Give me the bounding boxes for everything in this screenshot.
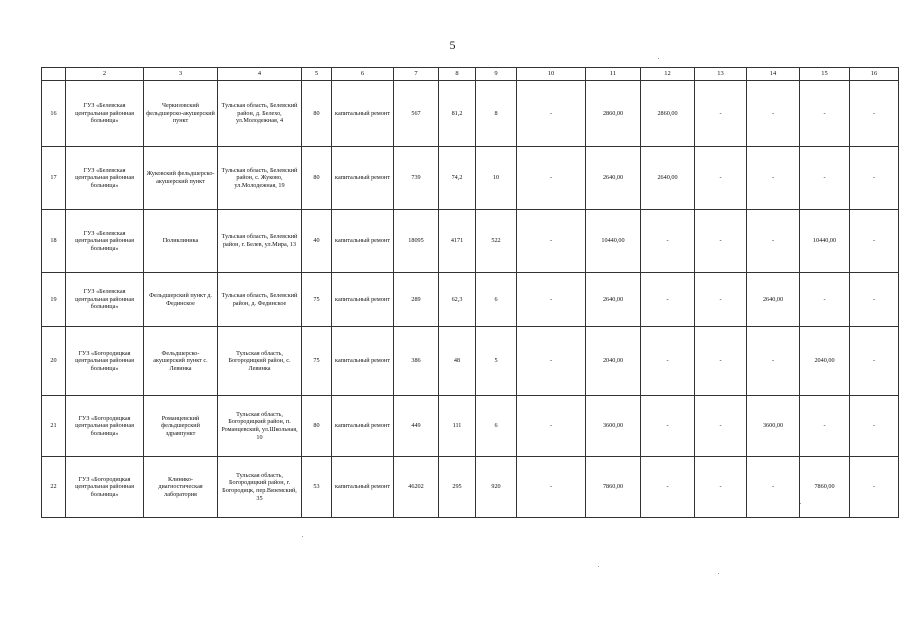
table-row [42, 273, 899, 327]
table-cell: - [850, 457, 899, 518]
table-row [42, 147, 899, 210]
table-cell: 2860,00 [641, 81, 695, 147]
table-cell: - [517, 396, 586, 457]
scan-speck [302, 536, 303, 537]
table-cell: 2640,00 [641, 147, 695, 210]
column-header: 14 [747, 68, 800, 81]
table-cell: - [850, 210, 899, 273]
column-header: 9 [476, 68, 517, 81]
table-cell: - [641, 273, 695, 327]
table-cell: ГУЗ «Белевская центральная районная больница» [66, 210, 144, 273]
table-cell: Тульская область, Белевский район, д. Белехо, ул.Молодежная, 4 [218, 81, 302, 147]
column-header: 7 [394, 68, 439, 81]
table-cell: 6 [476, 396, 517, 457]
table-cell: - [800, 81, 850, 147]
table-cell: капитальный ремонт [332, 273, 394, 327]
table-cell: 7860,00 [586, 457, 641, 518]
table-cell: Романцевский фельдшерский здравпункт [144, 396, 218, 457]
table-cell: 75 [302, 273, 332, 327]
table-cell: 2640,00 [586, 273, 641, 327]
table-cell: 111 [439, 396, 476, 457]
table-cell: капитальный ремонт [332, 457, 394, 518]
table-cell: Тульская область, Богородицкий район, г. Богородицк, пер.Вяземский, 35 [218, 457, 302, 518]
table-cell: 289 [394, 273, 439, 327]
table-row [42, 396, 899, 457]
table-cell: 3600,00 [586, 396, 641, 457]
table-cell: - [747, 327, 800, 396]
table-cell: - [695, 457, 747, 518]
column-header: 13 [695, 68, 747, 81]
table-cell: 386 [394, 327, 439, 396]
table-cell: - [747, 147, 800, 210]
table-cell: ГУЗ «Богородицкая центральная районная больница» [66, 327, 144, 396]
table-cell: ГУЗ «Белевская центральная районная больница» [66, 147, 144, 210]
table-cell: - [695, 81, 747, 147]
table-cell: - [695, 273, 747, 327]
table-cell: 18 [42, 210, 66, 273]
table-row [42, 81, 899, 147]
table-cell: 19 [42, 273, 66, 327]
table-cell: Тульская область, Белевский район, д. Фединское [218, 273, 302, 327]
table-cell: - [641, 457, 695, 518]
table-cell: 74,2 [439, 147, 476, 210]
table-cell: Черкизовский фельдшерско-акушерский пункт [144, 81, 218, 147]
table-cell: 3600,00 [747, 396, 800, 457]
scan-speck [718, 573, 719, 574]
column-header: 3 [144, 68, 218, 81]
column-header: 5 [302, 68, 332, 81]
table-cell: 10440,00 [586, 210, 641, 273]
table-cell: - [800, 273, 850, 327]
table-cell: капитальный ремонт [332, 327, 394, 396]
table-cell: 8 [476, 81, 517, 147]
column-header: 11 [586, 68, 641, 81]
table-cell: 16 [42, 81, 66, 147]
table-cell: 295 [439, 457, 476, 518]
table-cell: - [641, 210, 695, 273]
table-cell: 48 [439, 327, 476, 396]
table-cell: - [850, 147, 899, 210]
table-row [42, 210, 899, 273]
scan-speck [658, 58, 659, 59]
table-cell: 10 [476, 147, 517, 210]
table-cell: Тульская область, Белевский район, с. Жуково, ул.Молодежная, 19 [218, 147, 302, 210]
table-cell: ГУЗ «Богородицкая центральная районная больница» [66, 457, 144, 518]
column-header: 8 [439, 68, 476, 81]
table-cell: 40 [302, 210, 332, 273]
scan-speck [800, 503, 801, 504]
table-cell: 567 [394, 81, 439, 147]
table-cell: 10440,00 [800, 210, 850, 273]
table-cell: Тульская область, Богородицкий район, с. Левинка [218, 327, 302, 396]
table-cell: 2640,00 [586, 147, 641, 210]
object-list-table [41, 67, 899, 518]
table-cell: - [850, 396, 899, 457]
table-cell: 522 [476, 210, 517, 273]
table-cell: 18095 [394, 210, 439, 273]
column-number-row [42, 68, 899, 81]
table-cell: 62,3 [439, 273, 476, 327]
table-cell: 80 [302, 396, 332, 457]
table-cell: 2040,00 [586, 327, 641, 396]
table-cell: Фельдшерский пункт д. Фединское [144, 273, 218, 327]
table-row [42, 457, 899, 518]
table-cell: - [695, 147, 747, 210]
table-cell: - [695, 210, 747, 273]
table-cell: 920 [476, 457, 517, 518]
column-header: 6 [332, 68, 394, 81]
table-cell: 6 [476, 273, 517, 327]
table-cell: 2640,00 [747, 273, 800, 327]
table-cell: - [747, 81, 800, 147]
table-cell: 20 [42, 327, 66, 396]
table-cell: - [695, 396, 747, 457]
table-cell: - [695, 327, 747, 396]
column-header: 16 [850, 68, 899, 81]
table-cell: 739 [394, 147, 439, 210]
table-cell: - [641, 327, 695, 396]
table-cell: - [850, 81, 899, 147]
table-cell: - [517, 457, 586, 518]
table-cell: ГУЗ «Белевская центральная районная больница» [66, 273, 144, 327]
table-cell: 75 [302, 327, 332, 396]
table-cell: 46202 [394, 457, 439, 518]
table-cell: 80 [302, 147, 332, 210]
table-cell: ГУЗ «Богородицкая центральная районная больница» [66, 396, 144, 457]
column-header: 2 [66, 68, 144, 81]
page-number: 5 [449, 38, 456, 52]
table-cell: - [517, 210, 586, 273]
table-cell: 7860,00 [800, 457, 850, 518]
table-cell: 80 [302, 81, 332, 147]
table-body [42, 81, 899, 518]
column-header: 4 [218, 68, 302, 81]
table-cell: 2860,00 [586, 81, 641, 147]
table-cell: ГУЗ «Белевская центральная районная больница» [66, 81, 144, 147]
table-cell: 449 [394, 396, 439, 457]
table-cell: - [800, 147, 850, 210]
table-cell: - [641, 396, 695, 457]
table-cell: 21 [42, 396, 66, 457]
scan-speck [598, 566, 599, 567]
table-cell: - [850, 273, 899, 327]
table-row [42, 327, 899, 396]
column-header [42, 68, 66, 81]
table-cell: Клинико-диагностическая лаборатория [144, 457, 218, 518]
column-header: 12 [641, 68, 695, 81]
table-cell: 53 [302, 457, 332, 518]
table-cell: - [517, 273, 586, 327]
table-cell: 22 [42, 457, 66, 518]
column-header: 15 [800, 68, 850, 81]
table-cell: капитальный ремонт [332, 396, 394, 457]
table-cell: 17 [42, 147, 66, 210]
table-cell: - [517, 327, 586, 396]
table-cell: - [850, 327, 899, 396]
table-cell: Жуковский фельдшерско-акушерский пункт [144, 147, 218, 210]
table-cell: капитальный ремонт [332, 147, 394, 210]
column-header: 10 [517, 68, 586, 81]
table-cell: - [800, 396, 850, 457]
table-cell: 81,2 [439, 81, 476, 147]
table-cell: Фельдшерско-акушерский пункт с. Левинка [144, 327, 218, 396]
table-cell: 4171 [439, 210, 476, 273]
table-cell: 5 [476, 327, 517, 396]
table-cell: Тульская область, Богородицкий район, п. Романцевский, ул.Школьная, 10 [218, 396, 302, 457]
table-cell: - [747, 210, 800, 273]
table-cell: Поликлиника [144, 210, 218, 273]
table-cell: Тульская область, Белевский район, г. Белев, ул.Мира, 13 [218, 210, 302, 273]
table-cell: - [747, 457, 800, 518]
table-cell: 2040,00 [800, 327, 850, 396]
table-cell: капитальный ремонт [332, 81, 394, 147]
table-cell: капитальный ремонт [332, 210, 394, 273]
table-cell: - [517, 147, 586, 210]
table-cell: - [517, 81, 586, 147]
